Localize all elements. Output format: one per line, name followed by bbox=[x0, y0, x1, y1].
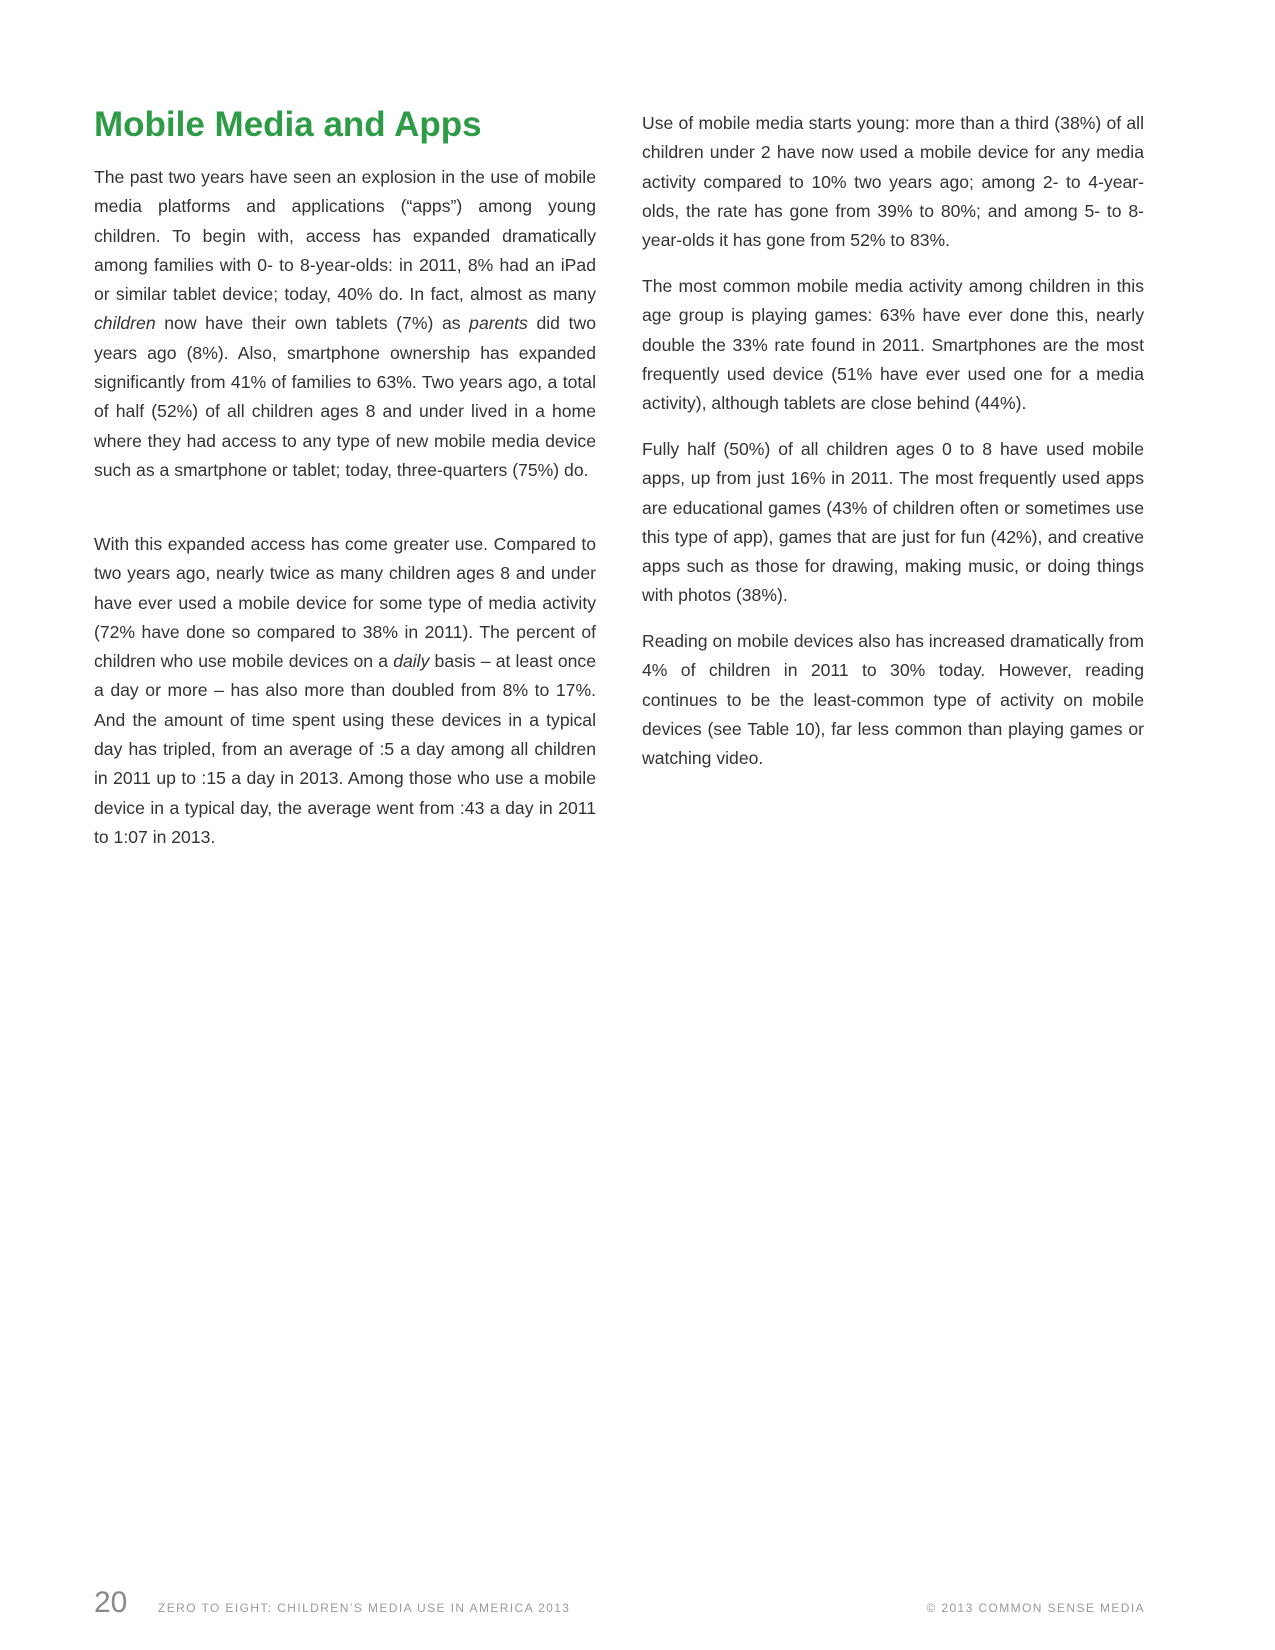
paragraph-text: now have their own tablets (7%) as bbox=[155, 313, 470, 334]
body-paragraph: Reading on mobile devices also has increased dramatically from 4% of children in 2011 to 30% today. However, reading continues to be the least-common type of activity on mobile devices (see Table 10), far less common than playing games or watching video. bbox=[642, 631, 1144, 769]
body-paragraph bbox=[94, 530, 596, 852]
paragraph-text: basis – at least once a day or more – has also more than doubled from 8% to 17%. And the amount of time spent using these devices in a typical day has tripled, from an average of :5 a day among all children in 2011 up to :15 a day in 2013. Among those who use a mobile device in a typical day, the average went from :43 a day in 2011 to 1:07 in 2013. bbox=[94, 651, 596, 847]
body-paragraph: Fully half (50%) of all children ages 0 to 8 have used mobile apps, up from just 16% in 2011. The most frequently used apps are educational games (43% of children often or sometimes use this type of app), games that are just for fun (42%), and creative apps such as those for drawing, making music, or doing things with photos (38%). bbox=[642, 439, 1144, 606]
section-title: Mobile Media and Apps bbox=[94, 105, 482, 144]
body-paragraph bbox=[94, 163, 596, 485]
emphasis-text: parents bbox=[469, 313, 528, 334]
page-number: 20 bbox=[94, 1586, 128, 1619]
paragraph-text: did two years ago (8%). Also, smartphone ownership has expanded significantly from 41% of families to 63%. Two years ago, a total of half (52%) of all children ages 8 and under lived in a home where they had access to any type of new mobile media device such as a smartphone or tablet; today, three-quarters (75%) do. bbox=[94, 313, 596, 480]
paragraph-text: The past two years have seen an explosion in the use of mobile media platforms and applications (“apps”) among young children. To begin with, access has expanded dramatically among families with 0- to 8-year-olds: in 2011, 8% had an iPad or similar tablet device; today, 40% do. In fact, almost as many bbox=[94, 167, 596, 305]
body-paragraph: The most common mobile media activity among children in this age group is playing games: 63% have ever done this, nearly double the 33% rate found in 2011. Smartphones are the most frequently used device (51% have ever used one for a media activity), although tablets are close behind (44%). bbox=[642, 276, 1144, 414]
emphasis-text: children bbox=[94, 313, 156, 334]
copyright-notice: © 2013 COMMON SENSE MEDIA bbox=[926, 1601, 1145, 1615]
emphasis-text: daily bbox=[393, 651, 430, 672]
body-paragraph: Use of mobile media starts young: more than a third (38%) of all children under 2 have now used a mobile device for any media activity compared to 10% two years ago; among 2- to 4-year-olds, the rate has gone from 39% to 80%; and among 5- to 8-year-olds it has gone from 52% to 83%. bbox=[642, 113, 1144, 251]
page-footer bbox=[0, 1585, 1275, 1625]
paragraph-text: With this expanded access has come greater use. Compared to two years ago, nearly twice as many children ages 8 and under have ever used a mobile device for some type of media activity (72% have done so compared to 38% in 2011). The percent of children who use mobile devices on a bbox=[94, 534, 596, 672]
publication-title: ZERO TO EIGHT: CHILDREN’S MEDIA USE IN AMERICA 2013 bbox=[158, 1601, 571, 1615]
